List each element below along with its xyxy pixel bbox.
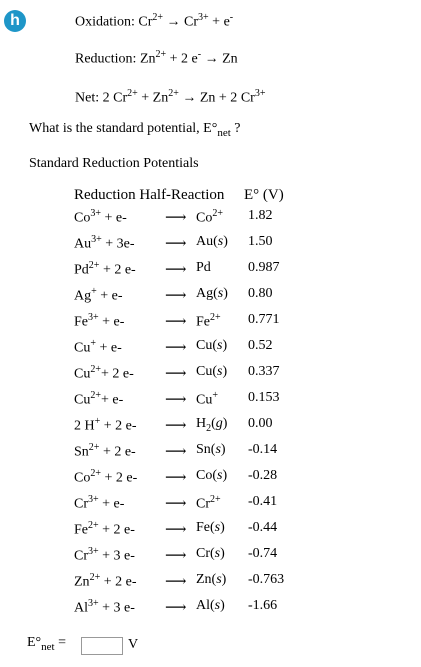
red-product: Zn	[222, 51, 238, 67]
arrow-icon: ⟶	[165, 210, 187, 226]
arrow-icon: ⟶	[165, 418, 187, 434]
table-row	[0, 234, 421, 260]
arrow-icon: ⟶	[165, 314, 187, 330]
product-state: s	[214, 598, 221, 613]
table-row	[0, 520, 421, 546]
product-species: Ag(	[196, 286, 218, 301]
product-close: )	[221, 572, 227, 587]
ox-electron-charge: -	[229, 12, 234, 23]
net-equation	[75, 88, 265, 107]
reactant-ion: Co	[74, 470, 91, 486]
potential-value: -0.28	[248, 468, 278, 483]
product	[196, 416, 227, 434]
reactant-charge: 2+	[89, 572, 101, 583]
logo-letter: h	[10, 12, 20, 29]
product-species: Cr	[196, 496, 210, 512]
reactant-ion: Zn	[74, 574, 90, 590]
product	[196, 546, 225, 562]
question-sub: net	[217, 126, 231, 139]
product-close: )	[220, 520, 225, 535]
table-row	[0, 572, 421, 598]
reactant-charge: 3+	[88, 494, 99, 505]
reactant	[74, 520, 135, 539]
product	[196, 442, 226, 458]
net-product-2-charge: 3+	[254, 88, 266, 99]
product	[196, 338, 227, 354]
product-species: Cr(	[196, 546, 215, 561]
reactant-ion: Al	[74, 600, 88, 616]
reactant-electrons: + e-	[98, 496, 125, 512]
answer-sub: net	[41, 640, 55, 653]
product-charge: 2+	[210, 494, 221, 505]
potential-value: 0.52	[248, 338, 273, 353]
answer-unit: V	[128, 637, 139, 652]
reactant-electrons: + e-	[98, 314, 125, 330]
potential-value: 0.337	[248, 364, 280, 379]
reactant-electrons: + 2 e-	[99, 262, 136, 278]
product-state: s	[217, 468, 223, 483]
reactant-charge: 3+	[88, 598, 99, 609]
product-species: Co(	[196, 468, 217, 483]
reactant-ion: 2 H	[74, 418, 95, 434]
reactant	[74, 494, 124, 513]
product-species: Pd	[196, 260, 211, 275]
reactant	[74, 572, 136, 591]
reactant-electrons: + 2 e-	[100, 574, 137, 590]
ox-reactant: Cr	[138, 14, 153, 30]
potential-value: -0.41	[248, 494, 278, 509]
red-electron-charge: -	[197, 49, 202, 60]
arrow-icon: ⟶	[165, 236, 187, 252]
product-close: )	[220, 442, 226, 457]
product-charge: +	[212, 390, 218, 401]
reactant-charge: +	[90, 338, 96, 349]
net-reactant-1: Cr	[113, 90, 128, 106]
reduction-label: Reduction:	[75, 51, 140, 67]
reduction-equation	[75, 49, 238, 68]
product-species: Au(	[196, 234, 218, 249]
reactant-electrons: + 3e-	[101, 236, 135, 252]
reactant	[74, 312, 124, 331]
arrow-icon: ⟶	[165, 548, 187, 564]
reactant-electrons: + 3 e-	[98, 548, 135, 564]
table-heading: Standard Reduction Potentials	[29, 156, 199, 171]
product-species: Co	[196, 210, 213, 226]
reactant-ion: Cr	[74, 548, 88, 564]
reactant-charge: 3+	[88, 312, 99, 323]
reactant	[74, 598, 135, 617]
table-row	[0, 364, 421, 390]
reactant	[74, 468, 137, 487]
reactant-ion: Au	[74, 236, 92, 252]
reactant-electrons: + 2 e-	[100, 470, 138, 486]
reactant	[74, 442, 136, 461]
potential-value: -0.74	[248, 546, 278, 561]
potential-value: 0.80	[248, 286, 273, 301]
chegg-logo	[4, 10, 26, 32]
arrow-icon: →	[182, 90, 197, 106]
reactant-electrons: + e-	[100, 210, 127, 226]
arrow-icon: ⟶	[165, 392, 187, 408]
product-charge: 2+	[212, 208, 223, 219]
reactant	[74, 390, 123, 409]
reactant-ion: Cu	[74, 366, 91, 382]
product	[196, 520, 225, 536]
product	[196, 494, 221, 513]
reactant-charge: 2+	[90, 390, 101, 401]
product	[196, 390, 218, 409]
potential-value: 0.771	[248, 312, 280, 327]
reactant-electrons: + e-	[100, 392, 124, 408]
oxidation-label: Oxidation:	[75, 14, 139, 30]
product-state: g	[215, 416, 223, 431]
product-species: Sn(	[196, 442, 216, 457]
potential-value: -1.66	[248, 598, 278, 613]
table-row	[0, 260, 421, 286]
answer-input[interactable]	[81, 637, 123, 655]
reactant-electrons: + 2 e-	[100, 418, 137, 434]
question-text	[29, 121, 241, 139]
arrow-icon: ⟶	[165, 340, 187, 356]
net-reactant-1-charge: 2+	[127, 88, 138, 99]
col-header-reaction: Reduction Half-Reaction	[74, 187, 225, 203]
reactant-ion: Cr	[74, 496, 88, 512]
reactant	[74, 416, 137, 435]
table-row	[0, 338, 421, 364]
reactant	[74, 208, 127, 227]
ox-plus: +	[208, 14, 224, 30]
potential-value: -0.763	[248, 572, 285, 587]
reactant-charge: 2+	[88, 520, 99, 531]
reactant-ion: Cu	[74, 340, 91, 356]
product	[196, 364, 227, 380]
reactant-ion: Co	[74, 210, 91, 226]
reactant-electrons: + e-	[96, 288, 123, 304]
reactant	[74, 234, 135, 253]
reactant	[74, 546, 135, 565]
reactant	[74, 338, 122, 357]
product-state: s	[214, 546, 221, 561]
net-product-2: Cr	[240, 90, 255, 106]
reactant-charge: +	[94, 416, 101, 427]
product-state: s	[214, 520, 221, 535]
product	[196, 572, 226, 588]
product	[196, 598, 225, 614]
product-species: H	[196, 416, 207, 431]
product-species: Cu(	[196, 338, 217, 353]
product-state: s	[217, 234, 224, 249]
ox-product-charge: 3+	[198, 12, 209, 23]
table-row	[0, 442, 421, 468]
reactant-charge: 2+	[90, 364, 101, 375]
reactant-ion: Sn	[74, 444, 89, 460]
product-close: )	[222, 364, 228, 379]
product-close: )	[223, 286, 228, 301]
table-row	[0, 494, 421, 520]
col-header-potential: E° (V)	[244, 187, 284, 203]
product-charge: 2+	[210, 312, 221, 323]
arrow-icon: ⟶	[165, 470, 187, 486]
table-row	[0, 468, 421, 494]
arrow-icon: ⟶	[165, 574, 187, 590]
product-close: )	[222, 338, 228, 353]
potential-value: -0.14	[248, 442, 278, 457]
reactant	[74, 364, 134, 383]
product	[196, 260, 211, 276]
product	[196, 234, 228, 250]
product-close: )	[220, 598, 225, 613]
answer-eq: =	[54, 635, 67, 650]
potential-value: 1.50	[248, 234, 273, 249]
net-label: Net: 2	[75, 90, 114, 106]
product-species: Cu	[196, 392, 213, 408]
reactant-charge: 3+	[90, 208, 101, 219]
arrow-icon: ⟶	[165, 262, 187, 278]
red-reactant: Zn	[139, 51, 156, 67]
potential-value: 0.153	[248, 390, 280, 405]
reactant-charge: 2+	[90, 468, 101, 479]
table-row	[0, 390, 421, 416]
arrow-icon: ⟶	[165, 600, 187, 616]
product-species: Cu(	[196, 364, 217, 379]
arrow-icon: ⟶	[165, 522, 187, 538]
arrow-icon: ⟶	[165, 444, 187, 460]
net-plus: +	[137, 90, 153, 106]
reactant-charge: 3+	[88, 546, 99, 557]
product	[196, 286, 228, 302]
product	[196, 468, 227, 484]
reactant-ion: Fe	[74, 522, 88, 538]
product-species: Fe	[196, 314, 210, 330]
red-reactant-charge: 2+	[155, 49, 167, 60]
product-state: s	[215, 442, 221, 457]
red-electron: e	[191, 51, 198, 67]
arrow-icon: ⟶	[165, 496, 187, 512]
reactant	[74, 286, 123, 305]
reactant-charge: 3+	[91, 234, 102, 245]
product	[196, 312, 221, 331]
product-species: Al(	[196, 598, 215, 613]
ox-product: Cr	[184, 14, 199, 30]
product-close: )	[220, 546, 225, 561]
answer-e: E°	[27, 635, 42, 650]
product-state: s	[217, 338, 223, 353]
red-plus: + 2	[166, 51, 192, 67]
net-reactant-2-charge: 2+	[168, 88, 179, 99]
reactant-ion: Pd	[74, 262, 89, 278]
reactant	[74, 260, 136, 279]
reactant-electrons: + e-	[95, 340, 122, 356]
net-reactant-2: Zn	[152, 90, 169, 106]
table-row	[0, 598, 421, 624]
potential-value: -0.44	[248, 520, 278, 535]
product-close: )	[222, 468, 228, 483]
table-row	[0, 312, 421, 338]
arrow-icon: ⟶	[165, 366, 187, 382]
reactant-electrons: + 2 e-	[99, 444, 136, 460]
reactant-electrons: + 2 e-	[98, 522, 135, 538]
table-row	[0, 208, 421, 234]
product-subscript: 2	[206, 422, 212, 434]
product-state: s	[216, 572, 222, 587]
ox-electron: e	[223, 14, 230, 30]
table-row	[0, 286, 421, 312]
reactant-ion: Fe	[74, 314, 88, 330]
potential-value: 0.987	[248, 260, 280, 275]
table-row	[0, 546, 421, 572]
arrow-icon: →	[204, 51, 219, 67]
arrow-icon: ⟶	[165, 288, 187, 304]
reactant-ion: Ag	[74, 288, 92, 304]
product-close: )	[223, 234, 228, 249]
reactant-electrons: + 2 e-	[100, 366, 134, 382]
potential-value: 1.82	[248, 208, 273, 223]
oxidation-equation	[75, 12, 233, 31]
reactant-charge: 2+	[88, 260, 100, 271]
product-state: s	[217, 286, 224, 301]
reactant-charge: +	[91, 286, 97, 297]
reactant-charge: 2+	[88, 442, 100, 453]
reactant-electrons: + 3 e-	[98, 600, 135, 616]
product-state: s	[217, 364, 223, 379]
net-product-1: Zn + 2	[199, 90, 241, 106]
product-species: Fe(	[196, 520, 215, 535]
arrow-icon: →	[166, 14, 181, 30]
potential-value: 0.00	[248, 416, 273, 431]
ox-reactant-charge: 2+	[152, 12, 164, 23]
product	[196, 208, 223, 227]
product-close: )	[222, 416, 228, 431]
product-open: (	[211, 416, 216, 431]
product-species: Zn(	[196, 572, 217, 587]
question-tail: ?	[230, 121, 241, 136]
answer-label	[27, 635, 66, 653]
reactant-ion: Cu	[74, 392, 91, 408]
table-row	[0, 416, 421, 442]
question-main: What is the standard potential, E°	[29, 121, 218, 136]
